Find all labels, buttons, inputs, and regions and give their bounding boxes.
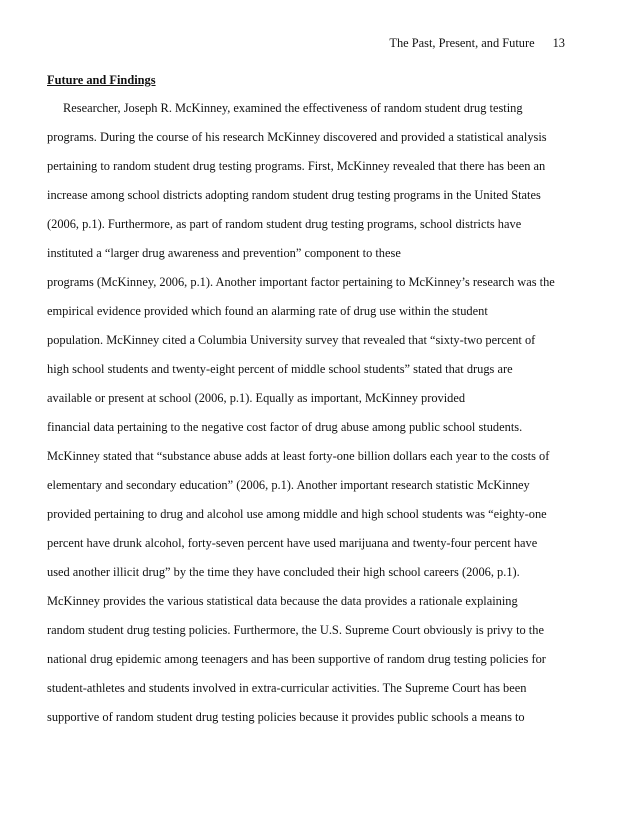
- text-line: financial data pertaining to the negative cost factor of drug abuse among public school students.: [47, 420, 523, 434]
- running-head-title: The Past, Present, and Future: [389, 36, 535, 50]
- text-line: student-athletes and students involved in extra-curricular activities. The Supreme Court has been: [47, 681, 527, 695]
- text-line: percent have drunk alcohol, forty-seven percent have used marijuana and twenty-four percent have: [47, 536, 538, 550]
- text-line: random student drug testing policies. Furthermore, the U.S. Supreme Court obviously is privy to the: [47, 623, 544, 637]
- text-line: national drug epidemic among teenagers and has been supportive of random drug testing policies for: [47, 652, 546, 666]
- text-line: available or present at school (2006, p.1). Equally as important, McKinney provided: [47, 391, 466, 405]
- running-head: [389, 36, 565, 51]
- text-line: provided pertaining to drug and alcohol use among middle and high school students was “eighty-one: [47, 507, 547, 521]
- page-number: 13: [552, 36, 565, 50]
- section-heading: Future and Findings: [47, 73, 156, 87]
- text-line: used another illicit drug” by the time they have concluded their high school careers (2006, p.1).: [47, 565, 520, 579]
- text-line: elementary and secondary education” (2006, p.1). Another important research statistic McKinney: [47, 478, 530, 492]
- text-line: (2006, p.1). Furthermore, as part of random student drug testing programs, school districts have: [47, 217, 522, 231]
- text-line: programs (McKinney, 2006, p.1). Another important factor pertaining to McKinney’s research was the: [47, 275, 555, 289]
- text-line: empirical evidence provided which found an alarming rate of drug use within the student: [47, 304, 488, 318]
- text-line: McKinney stated that “substance abuse adds at least forty-one billion dollars each year to the costs of: [47, 449, 550, 463]
- body-paragraph: [47, 100, 567, 738]
- text-line: high school students and twenty-eight percent of middle school students” stated that drugs are: [47, 362, 513, 376]
- text-line: programs. During the course of his research McKinney discovered and provided a statistical analysis: [47, 130, 547, 144]
- text-line: Researcher, Joseph R. McKinney, examined the effectiveness of random student drug testing: [63, 101, 523, 115]
- text-line: McKinney provides the various statistical data because the data provides a rationale explaining: [47, 594, 518, 608]
- text-line: supportive of random student drug testing policies because it provides public schools a means to: [47, 710, 525, 724]
- text-line: increase among school districts adopting random student drug testing programs in the United States: [47, 188, 541, 202]
- text-line: instituted a “larger drug awareness and prevention” component to these: [47, 246, 401, 260]
- text-line: population. McKinney cited a Columbia University survey that revealed that “sixty-two percent of: [47, 333, 536, 347]
- text-line: pertaining to random student drug testing programs. First, McKinney revealed that there has been an: [47, 159, 546, 173]
